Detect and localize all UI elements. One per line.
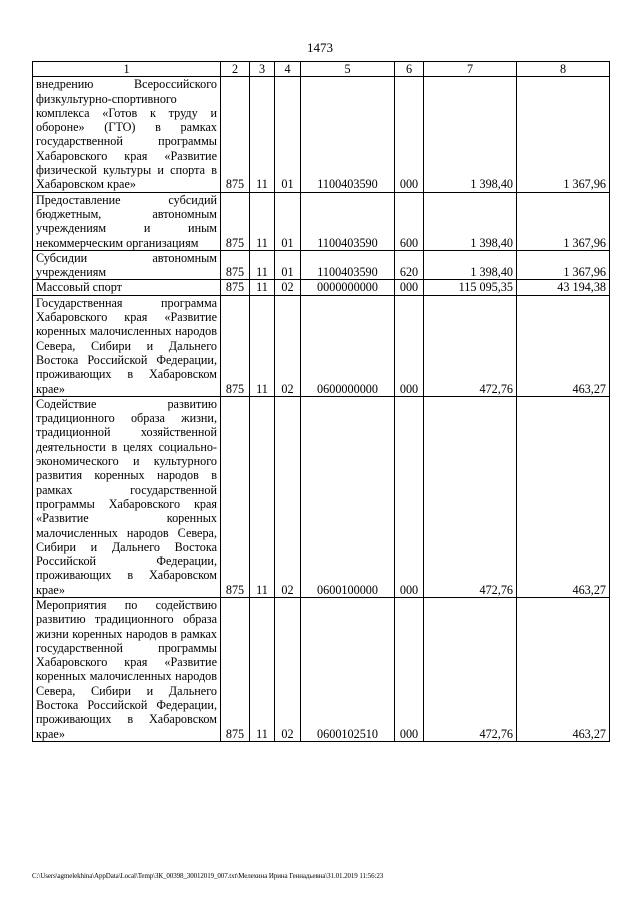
budget-table xyxy=(32,61,610,742)
expense-type-cell: 620 xyxy=(395,250,424,280)
row-name-cell: Содействие развитию традиционного образа жизни, традиционной хозяйственной деятельности в целях социально-экономического и культурного развития коренных народов в рамках государственной программы Хабаровского края «Развитие коренных малочисленных народов Севера, Сибири и Дальнего Востока Российской Федерации, проживающих в Хабаровском крае» xyxy=(33,396,221,597)
expense-type-cell: 000 xyxy=(395,280,424,295)
expense-type-cell: 000 xyxy=(395,295,424,396)
section-code-cell: 11 xyxy=(250,77,275,192)
planned-amount-cell: 1 398,40 xyxy=(424,250,517,280)
file-path-footer: C:\Users\agmelekhina\AppData\Local\Temp\ЗК_00398_30012019_007.txt\Мелехина Ирина Геннадьевна\31.01.2019 11:56:23 xyxy=(32,872,384,880)
planned-amount-cell: 115 095,35 xyxy=(424,280,517,295)
column-header-7: 7 xyxy=(424,62,517,77)
expense-type-cell: 000 xyxy=(395,396,424,597)
executed-amount-cell: 1 367,96 xyxy=(517,77,610,192)
subsection-code-cell: 02 xyxy=(275,396,301,597)
column-header-5: 5 xyxy=(301,62,395,77)
target-article-cell: 1100403590 xyxy=(301,192,395,250)
executed-amount-cell: 463,27 xyxy=(517,597,610,741)
column-header-row xyxy=(33,62,610,77)
page-number: 1473 xyxy=(307,40,333,55)
table-row xyxy=(33,396,610,597)
planned-amount-cell: 1 398,40 xyxy=(424,192,517,250)
row-name-cell: Субсидии автономным учреждениям xyxy=(33,250,221,280)
section-code-cell: 11 xyxy=(250,192,275,250)
ministry-code-cell: 875 xyxy=(221,597,250,741)
ministry-code-cell: 875 xyxy=(221,295,250,396)
table-row xyxy=(33,250,610,280)
planned-amount-cell: 1 398,40 xyxy=(424,77,517,192)
subsection-code-cell: 01 xyxy=(275,192,301,250)
executed-amount-cell: 463,27 xyxy=(517,396,610,597)
section-code-cell: 11 xyxy=(250,250,275,280)
ministry-code-cell: 875 xyxy=(221,250,250,280)
row-name-cell: Предоставление субсидий бюджетным, автономным учреждениям и иным некоммерческим организациям xyxy=(33,192,221,250)
section-code-cell: 11 xyxy=(250,597,275,741)
executed-amount-cell: 1 367,96 xyxy=(517,192,610,250)
executed-amount-cell: 43 194,38 xyxy=(517,280,610,295)
ministry-code-cell: 875 xyxy=(221,77,250,192)
ministry-code-cell: 875 xyxy=(221,396,250,597)
row-name-cell: внедрению Всероссийского физкультурно-спортивного комплекса «Готов к труду и обороне» (ГТО) в рамках государственной программы Хабаровского края «Развитие физической культуры и спорта в Хабаровском крае» xyxy=(33,77,221,192)
column-header-6: 6 xyxy=(395,62,424,77)
target-article-cell: 0600000000 xyxy=(301,295,395,396)
executed-amount-cell: 1 367,96 xyxy=(517,250,610,280)
target-article-cell: 1100403590 xyxy=(301,77,395,192)
column-header-2: 2 xyxy=(221,62,250,77)
column-header-8: 8 xyxy=(517,62,610,77)
column-header-4: 4 xyxy=(275,62,301,77)
table-row xyxy=(33,77,610,192)
table-row xyxy=(33,597,610,741)
column-header-1: 1 xyxy=(33,62,221,77)
subsection-code-cell: 02 xyxy=(275,597,301,741)
expense-type-cell: 000 xyxy=(395,597,424,741)
row-name-cell: Массовый спорт xyxy=(33,280,221,295)
row-name-cell: Государственная программа Хабаровского края «Развитие коренных малочисленных народов Севера, Сибири и Дальнего Востока Российской Федерации, проживающих в Хабаровском крае» xyxy=(33,295,221,396)
subsection-code-cell: 01 xyxy=(275,250,301,280)
target-article-cell: 0600100000 xyxy=(301,396,395,597)
ministry-code-cell: 875 xyxy=(221,280,250,295)
expense-type-cell: 000 xyxy=(395,77,424,192)
section-code-cell: 11 xyxy=(250,295,275,396)
expense-type-cell: 600 xyxy=(395,192,424,250)
row-name-cell: Мероприятия по содействию развитию традиционного образа жизни коренных народов в рамках государственной программы Хабаровского края «Развитие коренных малочисленных народов Севера, Сибири и Дальнего Востока Российской Федерации, проживающих в Хабаровском крае» xyxy=(33,597,221,741)
table-row xyxy=(33,192,610,250)
target-article-cell: 0600102510 xyxy=(301,597,395,741)
planned-amount-cell: 472,76 xyxy=(424,597,517,741)
target-article-cell: 0000000000 xyxy=(301,280,395,295)
subsection-code-cell: 01 xyxy=(275,77,301,192)
target-article-cell: 1100403590 xyxy=(301,250,395,280)
table-row xyxy=(33,280,610,295)
section-code-cell: 11 xyxy=(250,280,275,295)
table-row xyxy=(33,295,610,396)
column-header-3: 3 xyxy=(250,62,275,77)
section-code-cell: 11 xyxy=(250,396,275,597)
ministry-code-cell: 875 xyxy=(221,192,250,250)
planned-amount-cell: 472,76 xyxy=(424,396,517,597)
executed-amount-cell: 463,27 xyxy=(517,295,610,396)
subsection-code-cell: 02 xyxy=(275,280,301,295)
subsection-code-cell: 02 xyxy=(275,295,301,396)
planned-amount-cell: 472,76 xyxy=(424,295,517,396)
